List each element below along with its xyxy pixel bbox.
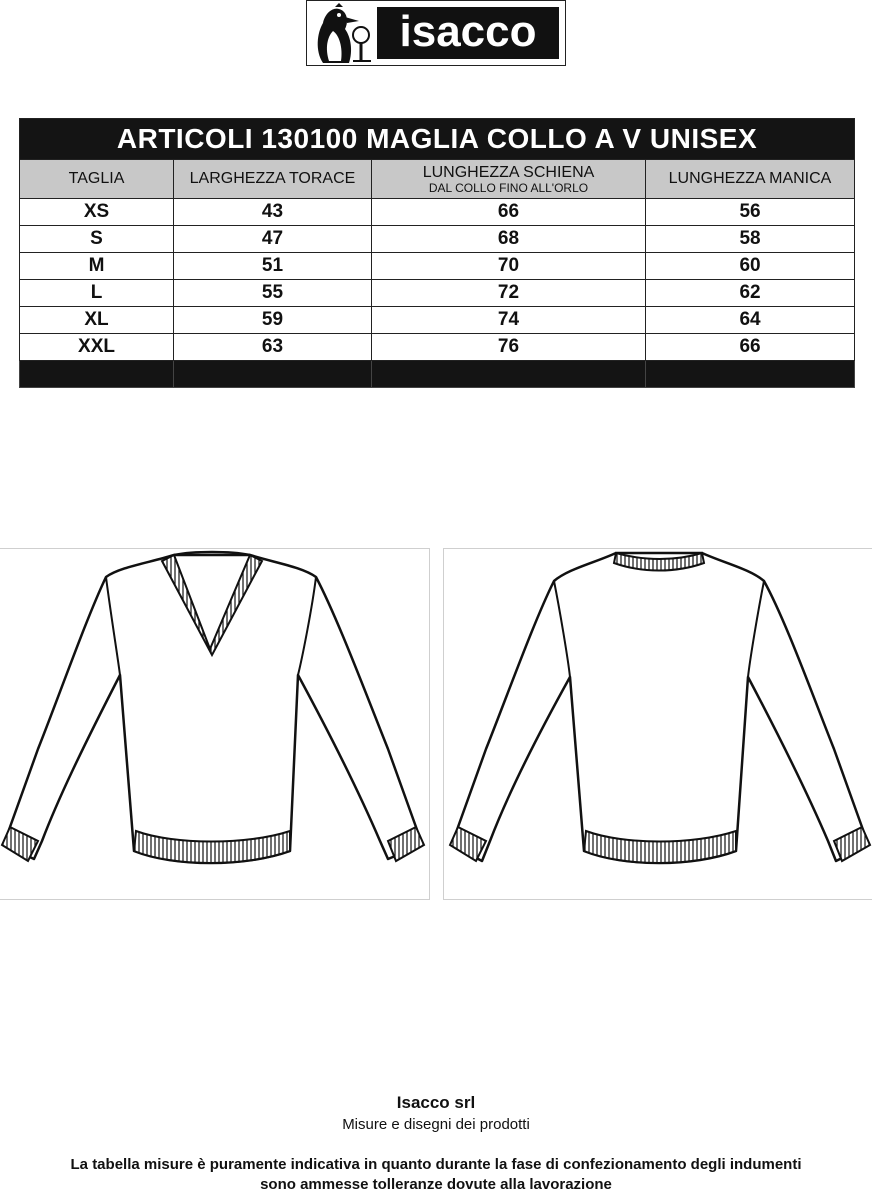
disclaimer-line-1: La tabella misure è puramente indicativa in quanto durante la fase di confezionamento degli indumenti (70, 1156, 802, 1173)
cell-size: XL (20, 307, 174, 334)
sweater-front-panel (0, 548, 430, 900)
cell-back: 70 (372, 253, 646, 280)
table-row (20, 199, 855, 226)
cell-back: 74 (372, 307, 646, 334)
size-table (19, 118, 855, 388)
cell-size: L (20, 280, 174, 307)
cell-sleeve: 62 (646, 280, 855, 307)
cell-size: XXL (20, 334, 174, 361)
table-row (20, 280, 855, 307)
logo-wordmark: isacco (377, 7, 559, 59)
disclaimer (0, 1155, 872, 1195)
disclaimer-line-2: sono ammesse tolleranze dovute alla lavorazione (260, 1176, 612, 1193)
cell-sleeve: 66 (646, 334, 855, 361)
table-row (20, 307, 855, 334)
cell-back: 68 (372, 226, 646, 253)
header-taglia: TAGLIA (20, 160, 174, 199)
header-lunghezza-manica: LUNGHEZZA MANICA (646, 160, 855, 199)
sweater-front-illustration (0, 549, 430, 901)
cell-chest: 63 (174, 334, 372, 361)
company-subtitle: Misure e disegni dei prodotti (342, 1116, 530, 1133)
table-row (20, 253, 855, 280)
cell-chest: 43 (174, 199, 372, 226)
header-lunghezza-schiena: LUNGHEZZA SCHIENA DAL COLLO FINO ALL'ORLO (372, 160, 646, 199)
cell-back: 76 (372, 334, 646, 361)
cell-sleeve: 60 (646, 253, 855, 280)
cell-back: 66 (372, 199, 646, 226)
header-larghezza-torace: LARGHEZZA TORACE (174, 160, 372, 199)
cell-sleeve: 64 (646, 307, 855, 334)
table-footer-bar (20, 361, 855, 388)
cell-chest: 47 (174, 226, 372, 253)
cell-sleeve: 58 (646, 226, 855, 253)
table-header-row (20, 160, 855, 199)
brand-logo (306, 0, 566, 66)
sweater-back-illustration (444, 549, 872, 901)
chef-penguin-icon (309, 3, 375, 65)
company-name: Isacco srl (396, 1093, 476, 1112)
table-row (20, 334, 855, 361)
table-title: ARTICOLI 130100 MAGLIA COLLO A V UNISEX (20, 119, 855, 160)
sweater-back-panel (443, 548, 872, 900)
cell-sleeve: 56 (646, 199, 855, 226)
header-schiena-subtitle: DAL COLLO FINO ALL'ORLO (428, 180, 589, 195)
cell-chest: 55 (174, 280, 372, 307)
cell-size: M (20, 253, 174, 280)
cell-chest: 51 (174, 253, 372, 280)
cell-back: 72 (372, 280, 646, 307)
cell-size: S (20, 226, 174, 253)
table-row (20, 226, 855, 253)
cell-chest: 59 (174, 307, 372, 334)
cell-size: XS (20, 199, 174, 226)
